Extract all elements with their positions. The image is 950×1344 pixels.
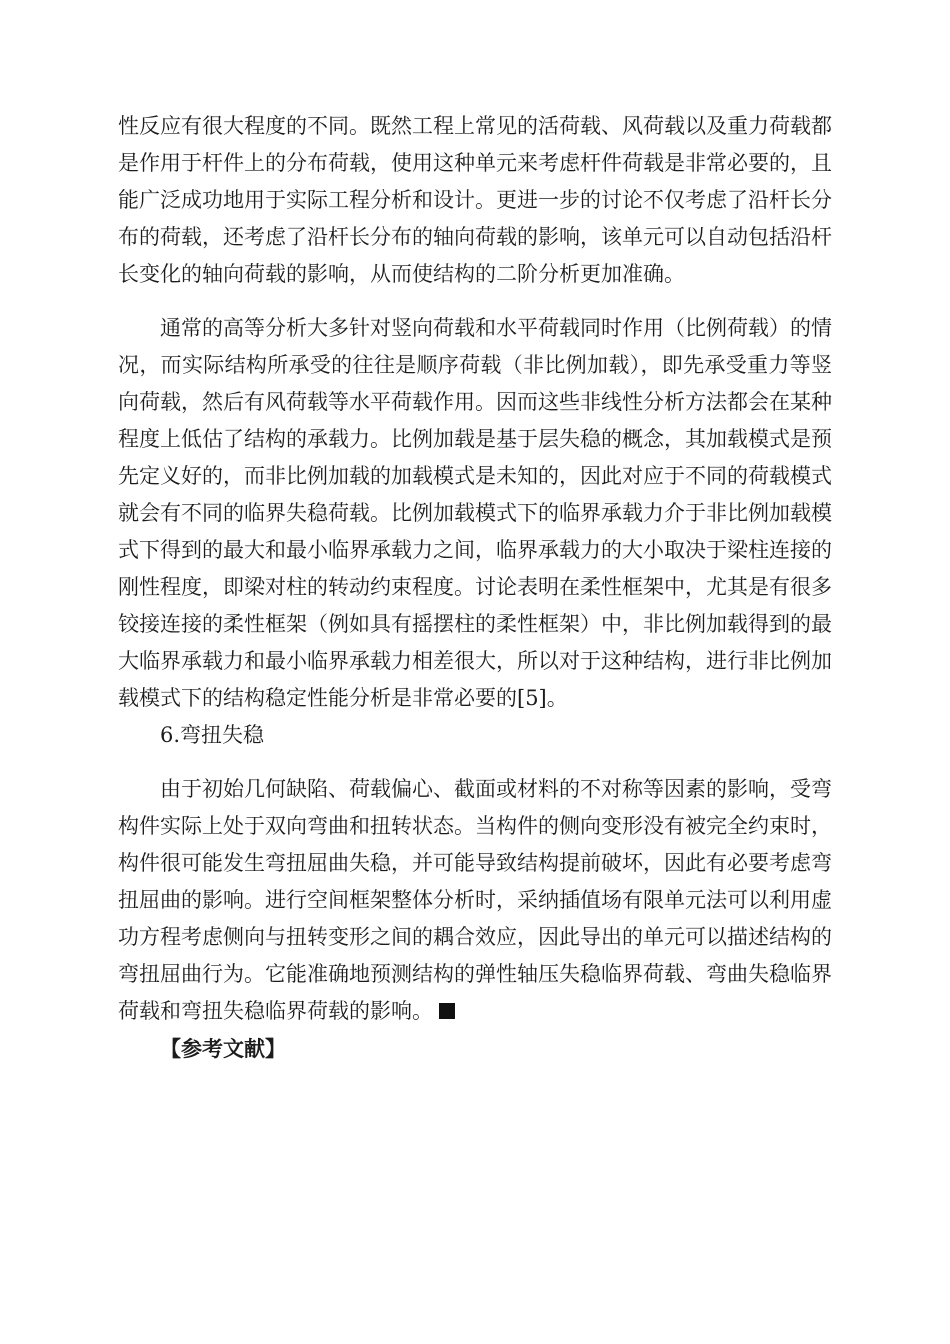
end-mark-icon <box>439 1003 455 1019</box>
references-heading: 【参考文献】 <box>160 1036 286 1061</box>
paragraph-continuation: 性反应有很大程度的不同。既然工程上常见的活荷载、风荷载以及重力荷载都是作用于杆件上的分布荷载，使用这种单元来考虑杆件荷载是非常必要的，且能广泛成功地用于实际工程分析和设计。更进一步的讨论不仅考虑了沿杆长分布的荷载，还考虑了沿杆长分布的轴向荷载的影响，该单元可以自动包括沿杆长变化的轴向荷载的影响，从而使结构的二阶分析更加准确。 <box>118 114 832 286</box>
paragraph-loading-analysis: 通常的高等分析大多针对竖向荷载和水平荷载同时作用（比例荷载）的情况，而实际结构所承受的往往是顺序荷载（非比例加载），即先承受重力等竖向荷载，然后有风荷载等水平荷载作用。因而这些非线性分析方法都会在某种程度上低估了结构的承载力。比例加载是基于层失稳的概念，其加载模式是预先定义好的，而非比例加载的加载模式是未知的，因此对应于不同的荷载模式就会有不同的临界失稳荷载。比例加载模式下的临界承载力介于非比例加载模式下得到的最大和最小临界承载力之间，临界承载力的大小取决于梁柱连接的刚性程度，即梁对柱的转动约束程度。讨论表明在柔性框架中，尤其是有很多铰接连接的柔性框架（例如具有摇摆柱的柔性框架）中，非比例加载得到的最大临界承载力和最小临界承载力相差很大，所以对于这种结构，进行非比例加载模式下的结构稳定性能分析是非常必要的[5]。 <box>118 316 832 710</box>
section-heading-6: 6.弯扭失稳 <box>160 723 265 747</box>
document-body <box>118 108 832 1067</box>
paragraph-torsional-buckling <box>118 771 832 1030</box>
paragraph-torsional-buckling-text: 由于初始几何缺陷、荷载偏心、截面或材料的不对称等因素的影响，受弯构件实际上处于双向弯曲和扭转状态。当构件的侧向变形没有被完全约束时，构件很可能发生弯扭屈曲失稳，并可能导致结构提前破坏，因此有必要考虑弯扭屈曲的影响。进行空间框架整体分析时，采纳插值场有限单元法可以利用虚功方程考虑侧向与扭转变形之间的耦合效应，因此导出的单元可以描述结构的弯扭屈曲行为。它能准确地预测结构的弹性轴压失稳临界荷载、弯曲失稳临界荷载和弯扭失稳临界荷载的影响。 <box>118 777 832 1023</box>
